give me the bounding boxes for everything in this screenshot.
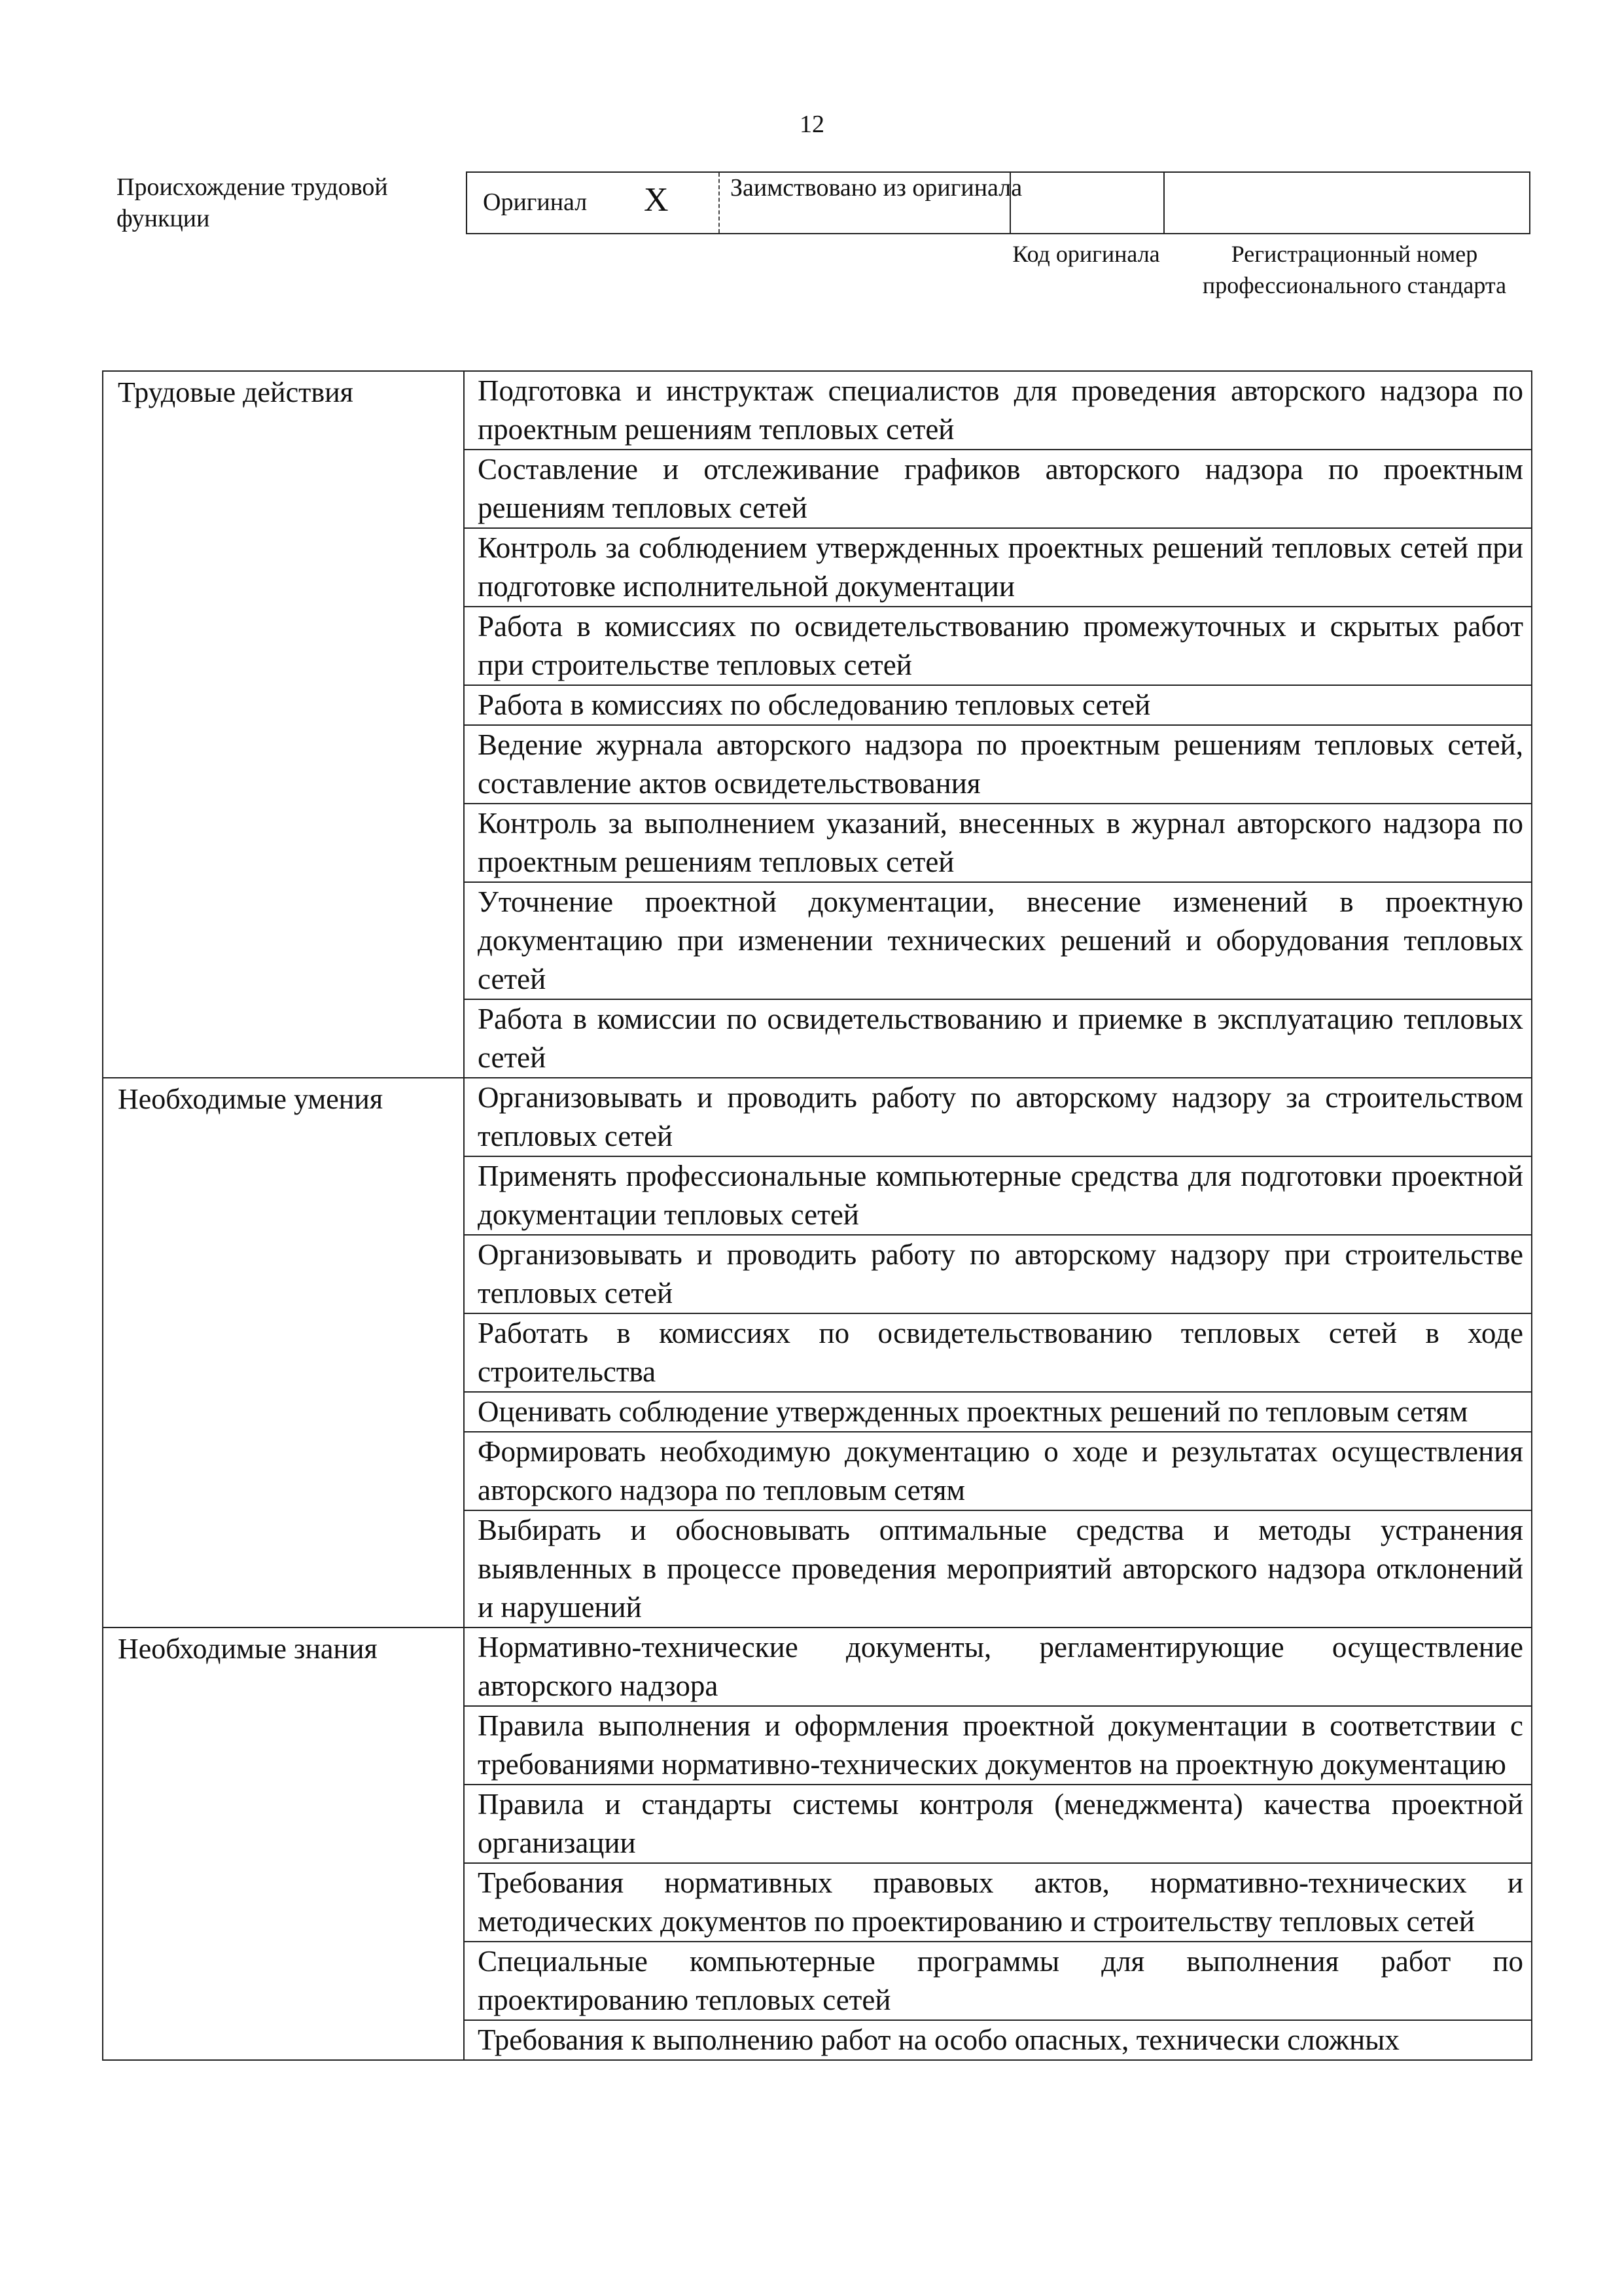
table-row	[103, 685, 1532, 725]
list-item: Специальные компьютерные программы для выполнения работ по проектированию тепловых сетей	[464, 1942, 1532, 2020]
section-label	[103, 725, 464, 804]
origin-label: Происхождение трудовой функции	[116, 173, 388, 232]
list-item: Уточнение проектной документации, внесение изменений в проектную документацию при изменении технических решений и оборудования тепловых сетей	[464, 882, 1532, 999]
list-item: Нормативно-технические документы, регламентирующие осуществление авторского надзора	[464, 1628, 1532, 1706]
section-label	[103, 2020, 464, 2060]
list-item: Контроль за выполнением указаний, внесенных в журнал авторского надзора по проектным решениям тепловых сетей	[464, 804, 1532, 882]
table-row	[103, 1432, 1532, 1510]
list-item: Работа в комиссиях по обследованию тепловых сетей	[464, 685, 1532, 725]
list-item: Организовывать и проводить работу по авторскому надзору при строительстве тепловых сетей	[464, 1235, 1532, 1313]
table-row	[103, 1313, 1532, 1392]
table-row	[103, 1235, 1532, 1313]
table-row	[103, 1863, 1532, 1942]
list-item: Работа в комиссии по освидетельствованию и приемке в эксплуатацию тепловых сетей	[464, 999, 1532, 1078]
list-item: Контроль за соблюдением утвержденных проектных решений тепловых сетей при подготовке исполнительной документации	[464, 528, 1532, 607]
list-item: Правила и стандарты системы контроля (менеджмента) качества проектной организации	[464, 1785, 1532, 1863]
list-item: Применять профессиональные компьютерные средства для подготовки проектной документации тепловых сетей	[464, 1156, 1532, 1235]
table-row	[103, 1510, 1532, 1628]
list-item: Требования к выполнению работ на особо опасных, технически сложных	[464, 2020, 1532, 2060]
table-row	[103, 999, 1532, 1078]
list-item: Оценивать соблюдение утвержденных проектных решений по тепловым сетям	[464, 1392, 1532, 1432]
divider	[718, 173, 720, 233]
list-item: Ведение журнала авторского надзора по проектным решениям тепловых сетей, составление актов освидетельствования	[464, 725, 1532, 804]
table-row	[103, 804, 1532, 882]
borrowed-label: Заимствовано из оригинала	[730, 174, 1023, 202]
table-row	[103, 1628, 1532, 1706]
section-label	[103, 999, 464, 1078]
section-label: Необходимые умения	[103, 1078, 464, 1156]
code-caption: Код оригинала	[1012, 241, 1160, 267]
list-item: Организовывать и проводить работу по авторскому надзору за строительством тепловых сетей	[464, 1078, 1532, 1156]
table-row	[103, 607, 1532, 685]
section-label	[103, 1863, 464, 1942]
section-label	[103, 1942, 464, 2020]
list-item: Подготовка и инструктаж специалистов для проведения авторского надзора по проектным решениям тепловых сетей	[464, 371, 1532, 450]
list-item: Требования нормативных правовых актов, нормативно-технических и методических документов по проектированию и строительству тепловых сетей	[464, 1863, 1532, 1942]
section-label	[103, 1156, 464, 1235]
list-item: Работа в комиссиях по освидетельствованию промежуточных и скрытых работ при строительстве тепловых сетей	[464, 607, 1532, 685]
table-row	[103, 1785, 1532, 1863]
list-item: Выбирать и обосновывать оптимальные средства и методы устранения выявленных в процессе проведения мероприятий авторского надзора отклонений и нарушений	[464, 1510, 1532, 1628]
origin-box	[466, 171, 1530, 234]
section-label	[103, 450, 464, 528]
section-label	[103, 1706, 464, 1785]
divider	[1010, 173, 1011, 233]
original-label: Оригинал	[483, 188, 588, 216]
section-label	[103, 1432, 464, 1510]
original-mark: X	[644, 181, 669, 219]
page-number: 12	[800, 111, 824, 138]
table-row	[103, 1942, 1532, 2020]
table-row	[103, 1392, 1532, 1432]
table-row	[103, 528, 1532, 607]
section-label	[103, 1392, 464, 1432]
table-row	[103, 1706, 1532, 1785]
section-label: Трудовые действия	[103, 371, 464, 450]
table-row	[103, 2020, 1532, 2060]
table-row	[103, 1156, 1532, 1235]
section-label	[103, 607, 464, 685]
section-label	[103, 685, 464, 725]
table-row	[103, 371, 1532, 450]
reg-number-caption: Регистрационный номер профессионального стандарта	[1202, 241, 1507, 298]
section-label	[103, 1510, 464, 1628]
section-label	[103, 1313, 464, 1392]
table-row	[103, 450, 1532, 528]
list-item: Составление и отслеживание графиков авторского надзора по проектным решениям тепловых сетей	[464, 450, 1532, 528]
table-row	[103, 1078, 1532, 1156]
labor-function-table	[102, 370, 1532, 2061]
section-label	[103, 528, 464, 607]
divider	[1163, 173, 1165, 233]
table-row	[103, 725, 1532, 804]
section-label	[103, 804, 464, 882]
section-label	[103, 1235, 464, 1313]
section-label: Необходимые знания	[103, 1628, 464, 1706]
list-item: Правила выполнения и оформления проектной документации в соответствии с требованиями нормативно-технических документов на проектную документацию	[464, 1706, 1532, 1785]
section-label	[103, 1785, 464, 1863]
section-label	[103, 882, 464, 999]
table-row	[103, 882, 1532, 999]
list-item: Формировать необходимую документацию о ходе и результатах осуществления авторского надзора по тепловым сетям	[464, 1432, 1532, 1510]
list-item: Работать в комиссиях по освидетельствованию тепловых сетей в ходе строительства	[464, 1313, 1532, 1392]
